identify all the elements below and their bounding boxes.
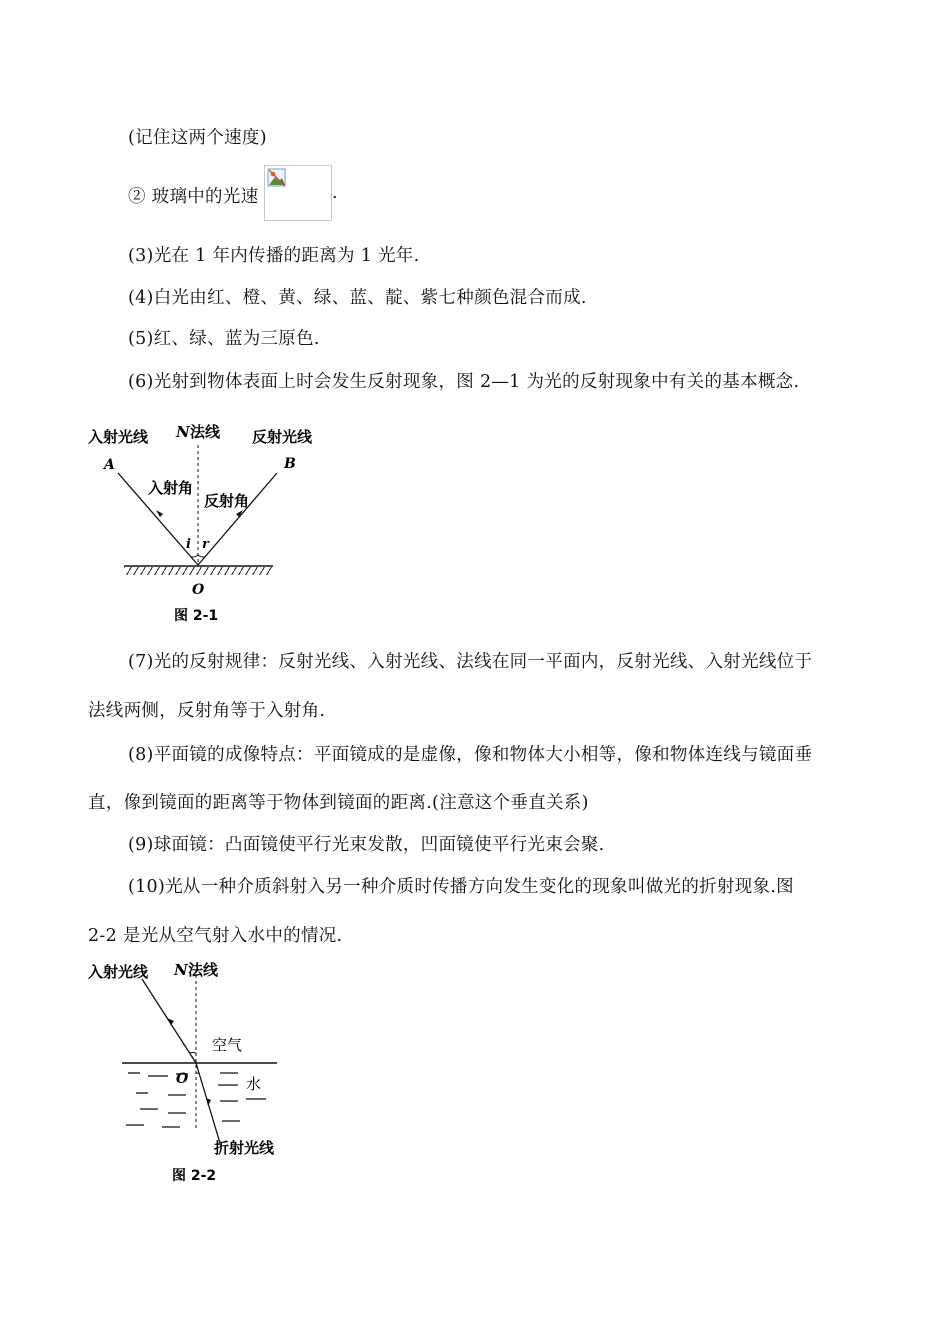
reflected-ray-line — [198, 473, 277, 565]
incident-ray-label: 入射光线 — [88, 963, 149, 981]
paragraph-5: (5)红、绿、蓝为三原色. — [128, 329, 320, 349]
speed-note: (记住这两个速度) — [128, 128, 267, 148]
normal-n-label: N — [176, 423, 190, 441]
normal-label: 法线 — [188, 961, 219, 979]
broken-image-icon — [267, 168, 287, 188]
air-label: 空气 — [212, 1036, 243, 1054]
refracted-arrow — [206, 1098, 211, 1106]
normal-n-label: N — [174, 961, 188, 979]
figure-2-1-reflection — [80, 415, 340, 630]
reflection-angle-label: 反射角 — [204, 492, 250, 510]
figure-2-2-caption: 图 2-2 — [172, 1168, 217, 1184]
incidence-angle-label: 入射角 — [148, 479, 194, 497]
paragraph-3: (3)光在 1 年内传播的距离为 1 光年. — [128, 246, 420, 266]
paragraph-7-line-1: (7)光的反射规律：反射光线、入射光线、法线在同一平面内，反射光线、入射光线位于 — [128, 652, 813, 672]
angle-i-label: i — [186, 537, 191, 552]
paragraph-9: (9)球面镜：凸面镜使平行光束发散，凹面镜使平行光束会聚. — [128, 835, 605, 855]
glass-light-speed-text: ② 玻璃中的光速 — [128, 187, 259, 207]
reflection-arc — [198, 555, 205, 557]
point-o-label: O — [192, 582, 205, 598]
surface-hatching — [124, 567, 273, 575]
point-o-label: O — [176, 1071, 189, 1087]
incident-arrow — [156, 510, 163, 517]
water-label: 水 — [246, 1075, 262, 1093]
paragraph-6: (6)光射到物体表面上时会发生反射现象，图 2—1 为光的反射现象中有关的基本概念. — [128, 372, 800, 392]
incidence-arc — [191, 555, 198, 557]
figure-2-1-caption: 图 2-1 — [174, 608, 219, 624]
point-a-label: A — [104, 457, 115, 473]
incident-arrow — [167, 1018, 174, 1025]
paragraph-8-line-1: (8)平面镜的成像特点：平面镜成的是虚像，像和物体大小相等，像和物体连线与镜面垂 — [128, 745, 813, 765]
paragraph-7-line-2: 法线两侧，反射角等于入射角. — [88, 701, 326, 721]
water-waves — [126, 1073, 266, 1127]
reflected-ray-label: 反射光线 — [252, 428, 313, 446]
paragraph-10-line-2: 2-2 是光从空气射入水中的情况. — [88, 926, 343, 946]
paragraph-4: (4)白光由红、橙、黄、绿、蓝、靛、紫七种颜色混合而成. — [128, 288, 587, 308]
normal-label: 法线 — [190, 423, 221, 441]
paragraph-10-line-1: (10)光从一种介质斜射入另一种介质时传播方向发生变化的现象叫做光的折射现象.图 — [128, 877, 794, 897]
incident-ray-label: 入射光线 — [88, 428, 149, 446]
point-b-label: B — [284, 456, 296, 472]
broken-image-placeholder — [264, 165, 332, 221]
paragraph-8-line-2: 直，像到镜面的距离等于物体到镜面的距离.(注意这个垂直关系) — [88, 793, 589, 813]
figure-2-2-refraction — [80, 955, 320, 1190]
angle-r-label: r — [202, 537, 209, 552]
refracted-ray-label: 折射光线 — [214, 1139, 275, 1157]
period: . — [332, 183, 338, 203]
glass-light-speed-label — [128, 183, 258, 208]
